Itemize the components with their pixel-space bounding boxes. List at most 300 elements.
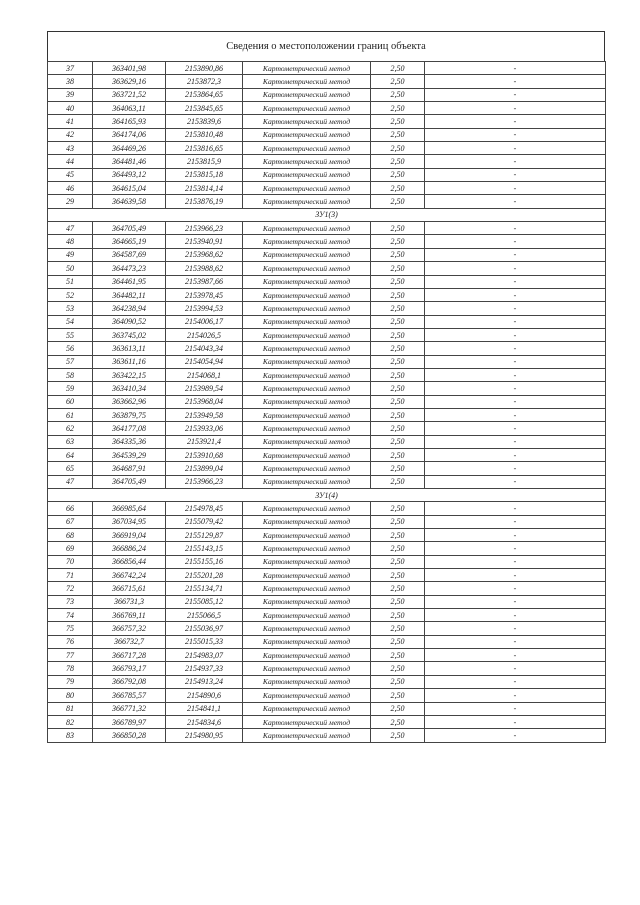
x-coordinate-cell: 364587,69	[93, 248, 166, 261]
point-number-cell: 68	[48, 529, 93, 542]
precision-cell: 2,50	[371, 195, 425, 208]
precision-cell: 2,50	[371, 102, 425, 115]
description-cell: -	[425, 475, 606, 488]
x-coordinate-cell: 366771,32	[93, 702, 166, 715]
point-number-cell: 56	[48, 342, 93, 355]
description-cell: -	[425, 395, 606, 408]
table-row	[48, 102, 606, 115]
point-number-cell: 63	[48, 435, 93, 448]
x-coordinate-cell: 363401,98	[93, 62, 166, 75]
coordinates-table-body	[48, 62, 606, 743]
y-coordinate-cell: 2153814,14	[166, 182, 243, 195]
method-cell: Картометрический метод	[243, 649, 371, 662]
point-number-cell: 55	[48, 328, 93, 341]
precision-cell: 2,50	[371, 355, 425, 368]
method-cell: Картометрический метод	[243, 475, 371, 488]
point-number-cell: 82	[48, 715, 93, 728]
y-coordinate-cell: 2155129,87	[166, 529, 243, 542]
point-number-cell: 53	[48, 302, 93, 315]
coordinates-table	[47, 61, 606, 743]
table-row	[48, 128, 606, 141]
y-coordinate-cell: 2153815,18	[166, 168, 243, 181]
precision-cell: 2,50	[371, 715, 425, 728]
description-cell: -	[425, 155, 606, 168]
precision-cell: 2,50	[371, 408, 425, 421]
table-row	[48, 595, 606, 608]
method-cell: Картометрический метод	[243, 302, 371, 315]
x-coordinate-cell: 366886,24	[93, 542, 166, 555]
description-cell: -	[425, 582, 606, 595]
precision-cell: 2,50	[371, 382, 425, 395]
method-cell: Картометрический метод	[243, 715, 371, 728]
y-coordinate-cell: 2155134,71	[166, 582, 243, 595]
method-cell: Картометрический метод	[243, 529, 371, 542]
x-coordinate-cell: 364639,58	[93, 195, 166, 208]
y-coordinate-cell: 2153864,65	[166, 88, 243, 101]
x-coordinate-cell: 366985,64	[93, 502, 166, 515]
y-coordinate-cell: 2153989,54	[166, 382, 243, 395]
method-cell: Картометрический метод	[243, 355, 371, 368]
y-coordinate-cell: 2154841,1	[166, 702, 243, 715]
x-coordinate-cell: 364482,11	[93, 288, 166, 301]
method-cell: Картометрический метод	[243, 128, 371, 141]
table-row	[48, 222, 606, 235]
method-cell: Картометрический метод	[243, 222, 371, 235]
y-coordinate-cell: 2155015,33	[166, 635, 243, 648]
point-number-cell: 81	[48, 702, 93, 715]
table-row	[48, 342, 606, 355]
table-row	[48, 195, 606, 208]
method-cell: Картометрический метод	[243, 689, 371, 702]
method-cell: Картометрический метод	[243, 515, 371, 528]
point-number-cell: 52	[48, 288, 93, 301]
description-cell: -	[425, 315, 606, 328]
x-coordinate-cell: 364615,04	[93, 182, 166, 195]
x-coordinate-cell: 366793,17	[93, 662, 166, 675]
method-cell: Картометрический метод	[243, 168, 371, 181]
x-coordinate-cell: 364705,49	[93, 475, 166, 488]
point-number-cell: 54	[48, 315, 93, 328]
method-cell: Картометрический метод	[243, 315, 371, 328]
precision-cell: 2,50	[371, 395, 425, 408]
precision-cell: 2,50	[371, 675, 425, 688]
precision-cell: 2,50	[371, 729, 425, 742]
description-cell: -	[425, 355, 606, 368]
method-cell: Картометрический метод	[243, 368, 371, 381]
x-coordinate-cell: 366731,3	[93, 595, 166, 608]
x-coordinate-cell: 366757,32	[93, 622, 166, 635]
y-coordinate-cell: 2155079,42	[166, 515, 243, 528]
description-cell: -	[425, 262, 606, 275]
x-coordinate-cell: 364090,52	[93, 315, 166, 328]
description-cell: -	[425, 515, 606, 528]
x-coordinate-cell: 364665,19	[93, 235, 166, 248]
method-cell: Картометрический метод	[243, 248, 371, 261]
description-cell: -	[425, 168, 606, 181]
description-cell: -	[425, 462, 606, 475]
y-coordinate-cell: 2153966,23	[166, 222, 243, 235]
x-coordinate-cell: 364687,91	[93, 462, 166, 475]
description-cell: -	[425, 182, 606, 195]
precision-cell: 2,50	[371, 662, 425, 675]
x-coordinate-cell: 363629,16	[93, 75, 166, 88]
method-cell: Картометрический метод	[243, 622, 371, 635]
point-number-cell: 67	[48, 515, 93, 528]
table-row	[48, 62, 606, 75]
x-coordinate-cell: 363410,34	[93, 382, 166, 395]
precision-cell: 2,50	[371, 222, 425, 235]
point-number-cell: 65	[48, 462, 93, 475]
point-number-cell: 44	[48, 155, 93, 168]
table-row	[48, 542, 606, 555]
y-coordinate-cell: 2153810,48	[166, 128, 243, 141]
point-number-cell: 41	[48, 115, 93, 128]
y-coordinate-cell: 2154834,6	[166, 715, 243, 728]
table-row	[48, 142, 606, 155]
x-coordinate-cell: 363721,52	[93, 88, 166, 101]
description-cell: -	[425, 128, 606, 141]
description-cell: -	[425, 275, 606, 288]
precision-cell: 2,50	[371, 128, 425, 141]
table-row	[48, 395, 606, 408]
method-cell: Картометрический метод	[243, 75, 371, 88]
precision-cell: 2,50	[371, 182, 425, 195]
precision-cell: 2,50	[371, 542, 425, 555]
description-cell: -	[425, 88, 606, 101]
table-row	[48, 288, 606, 301]
method-cell: Картометрический метод	[243, 582, 371, 595]
method-cell: Картометрический метод	[243, 609, 371, 622]
precision-cell: 2,50	[371, 248, 425, 261]
table-row	[48, 662, 606, 675]
method-cell: Картометрический метод	[243, 288, 371, 301]
y-coordinate-cell: 2153921,4	[166, 435, 243, 448]
description-cell: -	[425, 408, 606, 421]
table-row	[48, 328, 606, 341]
x-coordinate-cell: 363613,11	[93, 342, 166, 355]
point-number-cell: 76	[48, 635, 93, 648]
precision-cell: 2,50	[371, 262, 425, 275]
point-number-cell: 29	[48, 195, 93, 208]
y-coordinate-cell: 2154980,95	[166, 729, 243, 742]
precision-cell: 2,50	[371, 275, 425, 288]
precision-cell: 2,50	[371, 422, 425, 435]
description-cell: -	[425, 75, 606, 88]
method-cell: Картометрический метод	[243, 262, 371, 275]
table-row	[48, 702, 606, 715]
y-coordinate-cell: 2154054,94	[166, 355, 243, 368]
description-cell: -	[425, 689, 606, 702]
description-cell: -	[425, 62, 606, 75]
precision-cell: 2,50	[371, 529, 425, 542]
point-number-cell: 77	[48, 649, 93, 662]
table-row	[48, 115, 606, 128]
description-cell: -	[425, 382, 606, 395]
table-row	[48, 275, 606, 288]
method-cell: Картометрический метод	[243, 155, 371, 168]
point-number-cell: 69	[48, 542, 93, 555]
y-coordinate-cell: 2153933,06	[166, 422, 243, 435]
x-coordinate-cell: 364469,26	[93, 142, 166, 155]
y-coordinate-cell: 2153988,62	[166, 262, 243, 275]
x-coordinate-cell: 363745,02	[93, 328, 166, 341]
table-row	[48, 382, 606, 395]
description-cell: -	[425, 342, 606, 355]
description-cell: -	[425, 635, 606, 648]
table-row	[48, 248, 606, 261]
x-coordinate-cell: 366742,24	[93, 569, 166, 582]
method-cell: Картометрический метод	[243, 635, 371, 648]
precision-cell: 2,50	[371, 448, 425, 461]
table-row	[48, 675, 606, 688]
precision-cell: 2,50	[371, 622, 425, 635]
point-number-cell: 74	[48, 609, 93, 622]
y-coordinate-cell: 2154978,45	[166, 502, 243, 515]
table-row	[48, 502, 606, 515]
point-number-cell: 57	[48, 355, 93, 368]
precision-cell: 2,50	[371, 502, 425, 515]
point-number-cell: 71	[48, 569, 93, 582]
description-cell: -	[425, 529, 606, 542]
method-cell: Картометрический метод	[243, 422, 371, 435]
description-cell: -	[425, 195, 606, 208]
method-cell: Картометрический метод	[243, 142, 371, 155]
precision-cell: 2,50	[371, 88, 425, 101]
point-number-cell: 62	[48, 422, 93, 435]
precision-cell: 2,50	[371, 462, 425, 475]
x-coordinate-cell: 366715,61	[93, 582, 166, 595]
y-coordinate-cell: 2154937,33	[166, 662, 243, 675]
point-number-cell: 70	[48, 555, 93, 568]
x-coordinate-cell: 366792,08	[93, 675, 166, 688]
table-row	[48, 155, 606, 168]
group-label: ЗУ1(3)	[48, 208, 606, 221]
precision-cell: 2,50	[371, 689, 425, 702]
y-coordinate-cell: 2155155,16	[166, 555, 243, 568]
point-number-cell: 49	[48, 248, 93, 261]
y-coordinate-cell: 2153872,3	[166, 75, 243, 88]
description-cell: -	[425, 609, 606, 622]
method-cell: Картометрический метод	[243, 328, 371, 341]
precision-cell: 2,50	[371, 328, 425, 341]
precision-cell: 2,50	[371, 235, 425, 248]
group-header-row	[48, 208, 606, 221]
precision-cell: 2,50	[371, 475, 425, 488]
table-row	[48, 235, 606, 248]
group-header-row	[48, 489, 606, 502]
table-row	[48, 315, 606, 328]
x-coordinate-cell: 364473,23	[93, 262, 166, 275]
table-title: Сведения о местоположении границ объекта	[47, 31, 605, 61]
description-cell: -	[425, 702, 606, 715]
precision-cell: 2,50	[371, 435, 425, 448]
table-row	[48, 715, 606, 728]
table-row	[48, 609, 606, 622]
description-cell: -	[425, 555, 606, 568]
description-cell: -	[425, 622, 606, 635]
table-row	[48, 689, 606, 702]
method-cell: Картометрический метод	[243, 395, 371, 408]
method-cell: Картометрический метод	[243, 342, 371, 355]
description-cell: -	[425, 715, 606, 728]
x-coordinate-cell: 364165,93	[93, 115, 166, 128]
table-row	[48, 555, 606, 568]
point-number-cell: 60	[48, 395, 93, 408]
table-row	[48, 529, 606, 542]
point-number-cell: 47	[48, 475, 93, 488]
y-coordinate-cell: 2153968,04	[166, 395, 243, 408]
x-coordinate-cell: 366850,28	[93, 729, 166, 742]
precision-cell: 2,50	[371, 302, 425, 315]
x-coordinate-cell: 363422,15	[93, 368, 166, 381]
y-coordinate-cell: 2153839,6	[166, 115, 243, 128]
table-row	[48, 462, 606, 475]
point-number-cell: 45	[48, 168, 93, 181]
precision-cell: 2,50	[371, 315, 425, 328]
x-coordinate-cell: 366789,97	[93, 715, 166, 728]
x-coordinate-cell: 367034,95	[93, 515, 166, 528]
method-cell: Картометрический метод	[243, 502, 371, 515]
precision-cell: 2,50	[371, 342, 425, 355]
table-row	[48, 635, 606, 648]
y-coordinate-cell: 2153816,65	[166, 142, 243, 155]
y-coordinate-cell: 2154043,34	[166, 342, 243, 355]
description-cell: -	[425, 569, 606, 582]
x-coordinate-cell: 364174,06	[93, 128, 166, 141]
y-coordinate-cell: 2153910,68	[166, 448, 243, 461]
point-number-cell: 64	[48, 448, 93, 461]
x-coordinate-cell: 366785,57	[93, 689, 166, 702]
description-cell: -	[425, 102, 606, 115]
description-cell: -	[425, 675, 606, 688]
x-coordinate-cell: 364481,46	[93, 155, 166, 168]
point-number-cell: 59	[48, 382, 93, 395]
precision-cell: 2,50	[371, 649, 425, 662]
precision-cell: 2,50	[371, 582, 425, 595]
description-cell: -	[425, 222, 606, 235]
y-coordinate-cell: 2153815,9	[166, 155, 243, 168]
method-cell: Картометрический метод	[243, 408, 371, 421]
y-coordinate-cell: 2153968,62	[166, 248, 243, 261]
point-number-cell: 47	[48, 222, 93, 235]
x-coordinate-cell: 364539,29	[93, 448, 166, 461]
y-coordinate-cell: 2153845,65	[166, 102, 243, 115]
point-number-cell: 66	[48, 502, 93, 515]
description-cell: -	[425, 662, 606, 675]
y-coordinate-cell: 2153949,58	[166, 408, 243, 421]
method-cell: Картометрический метод	[243, 182, 371, 195]
precision-cell: 2,50	[371, 635, 425, 648]
y-coordinate-cell: 2153978,45	[166, 288, 243, 301]
precision-cell: 2,50	[371, 155, 425, 168]
x-coordinate-cell: 366919,04	[93, 529, 166, 542]
description-cell: -	[425, 235, 606, 248]
precision-cell: 2,50	[371, 368, 425, 381]
precision-cell: 2,50	[371, 702, 425, 715]
precision-cell: 2,50	[371, 142, 425, 155]
description-cell: -	[425, 448, 606, 461]
description-cell: -	[425, 729, 606, 742]
description-cell: -	[425, 288, 606, 301]
point-number-cell: 61	[48, 408, 93, 421]
table-row	[48, 649, 606, 662]
x-coordinate-cell: 364177,08	[93, 422, 166, 435]
method-cell: Картометрический метод	[243, 275, 371, 288]
y-coordinate-cell: 2154890,6	[166, 689, 243, 702]
y-coordinate-cell: 2155085,12	[166, 595, 243, 608]
description-cell: -	[425, 542, 606, 555]
x-coordinate-cell: 363662,96	[93, 395, 166, 408]
y-coordinate-cell: 2153876,19	[166, 195, 243, 208]
precision-cell: 2,50	[371, 609, 425, 622]
method-cell: Картометрический метод	[243, 595, 371, 608]
point-number-cell: 38	[48, 75, 93, 88]
y-coordinate-cell: 2153966,23	[166, 475, 243, 488]
description-cell: -	[425, 248, 606, 261]
method-cell: Картометрический метод	[243, 542, 371, 555]
y-coordinate-cell: 2154913,24	[166, 675, 243, 688]
table-row	[48, 368, 606, 381]
point-number-cell: 75	[48, 622, 93, 635]
description-cell: -	[425, 115, 606, 128]
description-cell: -	[425, 328, 606, 341]
point-number-cell: 50	[48, 262, 93, 275]
point-number-cell: 73	[48, 595, 93, 608]
description-cell: -	[425, 422, 606, 435]
method-cell: Картометрический метод	[243, 235, 371, 248]
table-row	[48, 408, 606, 421]
y-coordinate-cell: 2153890,86	[166, 62, 243, 75]
method-cell: Картометрический метод	[243, 702, 371, 715]
x-coordinate-cell: 364238,94	[93, 302, 166, 315]
point-number-cell: 72	[48, 582, 93, 595]
table-row	[48, 422, 606, 435]
point-number-cell: 43	[48, 142, 93, 155]
method-cell: Картометрический метод	[243, 382, 371, 395]
y-coordinate-cell: 2153994,53	[166, 302, 243, 315]
point-number-cell: 39	[48, 88, 93, 101]
table-row	[48, 88, 606, 101]
table-row	[48, 182, 606, 195]
y-coordinate-cell: 2154983,07	[166, 649, 243, 662]
method-cell: Картометрический метод	[243, 88, 371, 101]
method-cell: Картометрический метод	[243, 195, 371, 208]
table-row	[48, 622, 606, 635]
y-coordinate-cell: 2153940,91	[166, 235, 243, 248]
x-coordinate-cell: 364063,11	[93, 102, 166, 115]
description-cell: -	[425, 302, 606, 315]
x-coordinate-cell: 363879,75	[93, 408, 166, 421]
y-coordinate-cell: 2155201,28	[166, 569, 243, 582]
point-number-cell: 80	[48, 689, 93, 702]
x-coordinate-cell: 364461,95	[93, 275, 166, 288]
point-number-cell: 78	[48, 662, 93, 675]
method-cell: Картометрический метод	[243, 675, 371, 688]
table-row	[48, 355, 606, 368]
table-row	[48, 569, 606, 582]
method-cell: Картометрический метод	[243, 62, 371, 75]
method-cell: Картометрический метод	[243, 435, 371, 448]
method-cell: Картометрический метод	[243, 448, 371, 461]
precision-cell: 2,50	[371, 515, 425, 528]
table-row	[48, 75, 606, 88]
y-coordinate-cell: 2153899,04	[166, 462, 243, 475]
document-sheet	[47, 31, 605, 743]
y-coordinate-cell: 2155036,97	[166, 622, 243, 635]
x-coordinate-cell: 366856,44	[93, 555, 166, 568]
table-row	[48, 515, 606, 528]
precision-cell: 2,50	[371, 75, 425, 88]
